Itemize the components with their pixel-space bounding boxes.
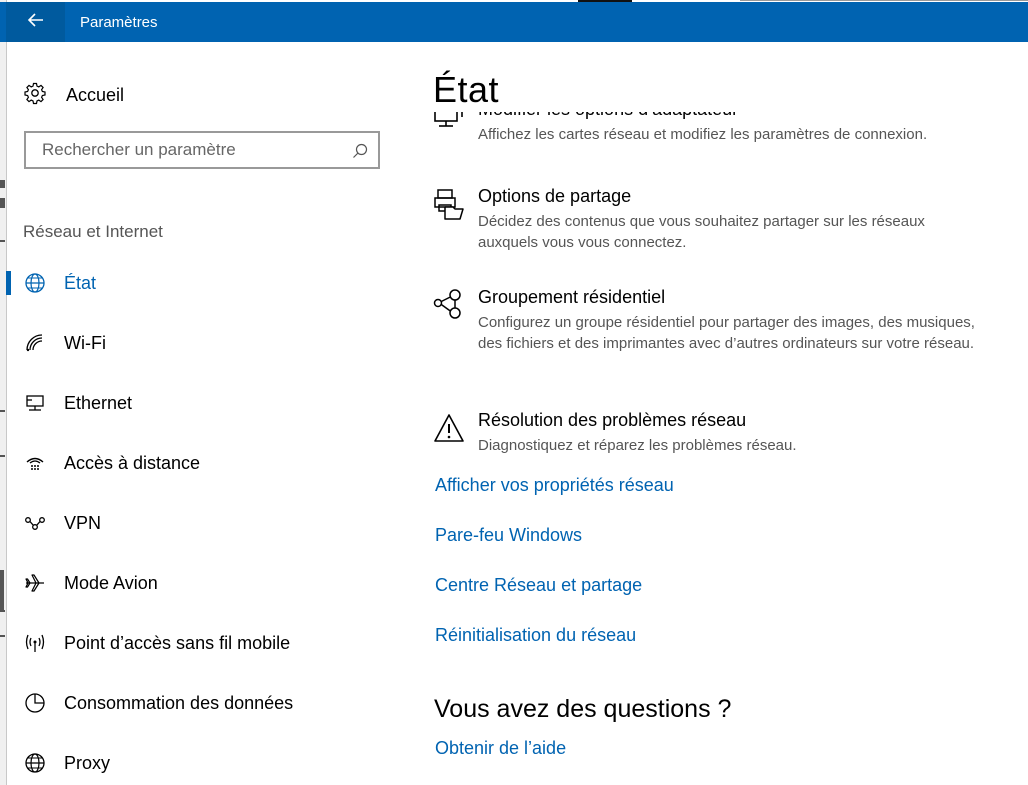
vpn-icon: [23, 511, 47, 535]
section-label: Réseau et Internet: [23, 222, 163, 241]
sidebar-item-label: Proxy: [64, 752, 111, 773]
proxy-globe-icon: [23, 751, 47, 775]
search-icon[interactable]: [352, 143, 368, 164]
option-description: Décidez des contenus que vous souhaitez partager sur les réseaux auxquels vous vous connectez.: [478, 213, 925, 251]
dialup-icon: [23, 451, 47, 475]
sidebar-item-vpn[interactable]: [6, 503, 406, 543]
search-box[interactable]: [24, 131, 380, 169]
warning-icon: [433, 412, 465, 444]
data-usage-icon: [23, 691, 47, 715]
sidebar-item-label: État: [64, 272, 97, 293]
sidebar: [6, 42, 406, 785]
link-windows-firewall[interactable]: Pare-feu Windows: [435, 525, 583, 545]
sidebar-item-hotspot[interactable]: [6, 623, 406, 663]
home-link[interactable]: [24, 82, 124, 109]
title-bar: [0, 2, 1028, 42]
sidebar-item-proxy[interactable]: [6, 743, 406, 783]
title-backdrop: [406, 42, 1028, 112]
option-description: Diagnostiquez et réparez les problèmes réseau.: [478, 437, 797, 454]
sharing-icon: [433, 188, 465, 220]
window-title: Paramètres: [80, 14, 158, 31]
sidebar-item-ethernet[interactable]: [6, 383, 406, 423]
option-description: Configurez un groupe résidentiel pour partager des images, des musiques, des fichiers et des imprimantes avec d’autres ordinateurs sur votre réseau.: [478, 314, 975, 352]
sidebar-item-data-usage[interactable]: [6, 683, 406, 723]
scroll-area[interactable]: [406, 110, 1028, 785]
search-input[interactable]: [40, 139, 354, 161]
main-content: [406, 42, 1028, 785]
airplane-icon: [23, 571, 47, 595]
page-title: État: [433, 69, 500, 110]
sidebar-item-label: VPN: [64, 512, 102, 533]
sidebar-item-label: Ethernet: [64, 392, 133, 413]
back-button[interactable]: [6, 2, 65, 42]
sidebar-item-label: Consommation des données: [64, 692, 294, 713]
back-arrow-icon: [28, 13, 44, 32]
gear-icon: [24, 82, 46, 109]
wifi-icon: [23, 331, 47, 355]
sidebar-item-dialup[interactable]: [6, 443, 406, 483]
globe-icon: [23, 271, 47, 295]
hotspot-icon: [23, 631, 47, 655]
sidebar-item-label: Point d’accès sans fil mobile: [64, 632, 291, 653]
option-sharing[interactable]: [433, 186, 978, 253]
ethernet-icon: [23, 391, 47, 415]
option-title: Résolution des problèmes réseau: [478, 410, 747, 430]
sidebar-item-label: Mode Avion: [64, 572, 158, 593]
active-indicator: [6, 271, 11, 295]
link-network-sharing-center[interactable]: Centre Réseau et partage: [435, 575, 643, 595]
sidebar-item-airplane[interactable]: [6, 563, 406, 603]
option-title: Options de partage: [478, 186, 632, 206]
sidebar-item-wifi[interactable]: [6, 323, 406, 363]
option-homegroup[interactable]: [433, 287, 978, 354]
home-label: Accueil: [66, 85, 125, 105]
link-network-reset[interactable]: Réinitialisation du réseau: [435, 625, 637, 645]
option-title: Groupement résidentiel: [478, 287, 666, 307]
option-description: Affichez les cartes réseau et modifiez les paramètres de connexion.: [478, 126, 928, 143]
option-troubleshoot[interactable]: [433, 410, 978, 456]
sidebar-item-etat[interactable]: [6, 263, 406, 303]
link-network-properties[interactable]: Afficher vos propriétés réseau: [435, 475, 674, 495]
homegroup-icon: [433, 289, 465, 321]
sidebar-item-label: Wi-Fi: [64, 332, 106, 353]
questions-heading: Vous avez des questions ?: [434, 695, 732, 723]
sidebar-item-label: Accès à distance: [64, 452, 201, 473]
link-get-help[interactable]: Obtenir de l’aide: [435, 738, 567, 758]
